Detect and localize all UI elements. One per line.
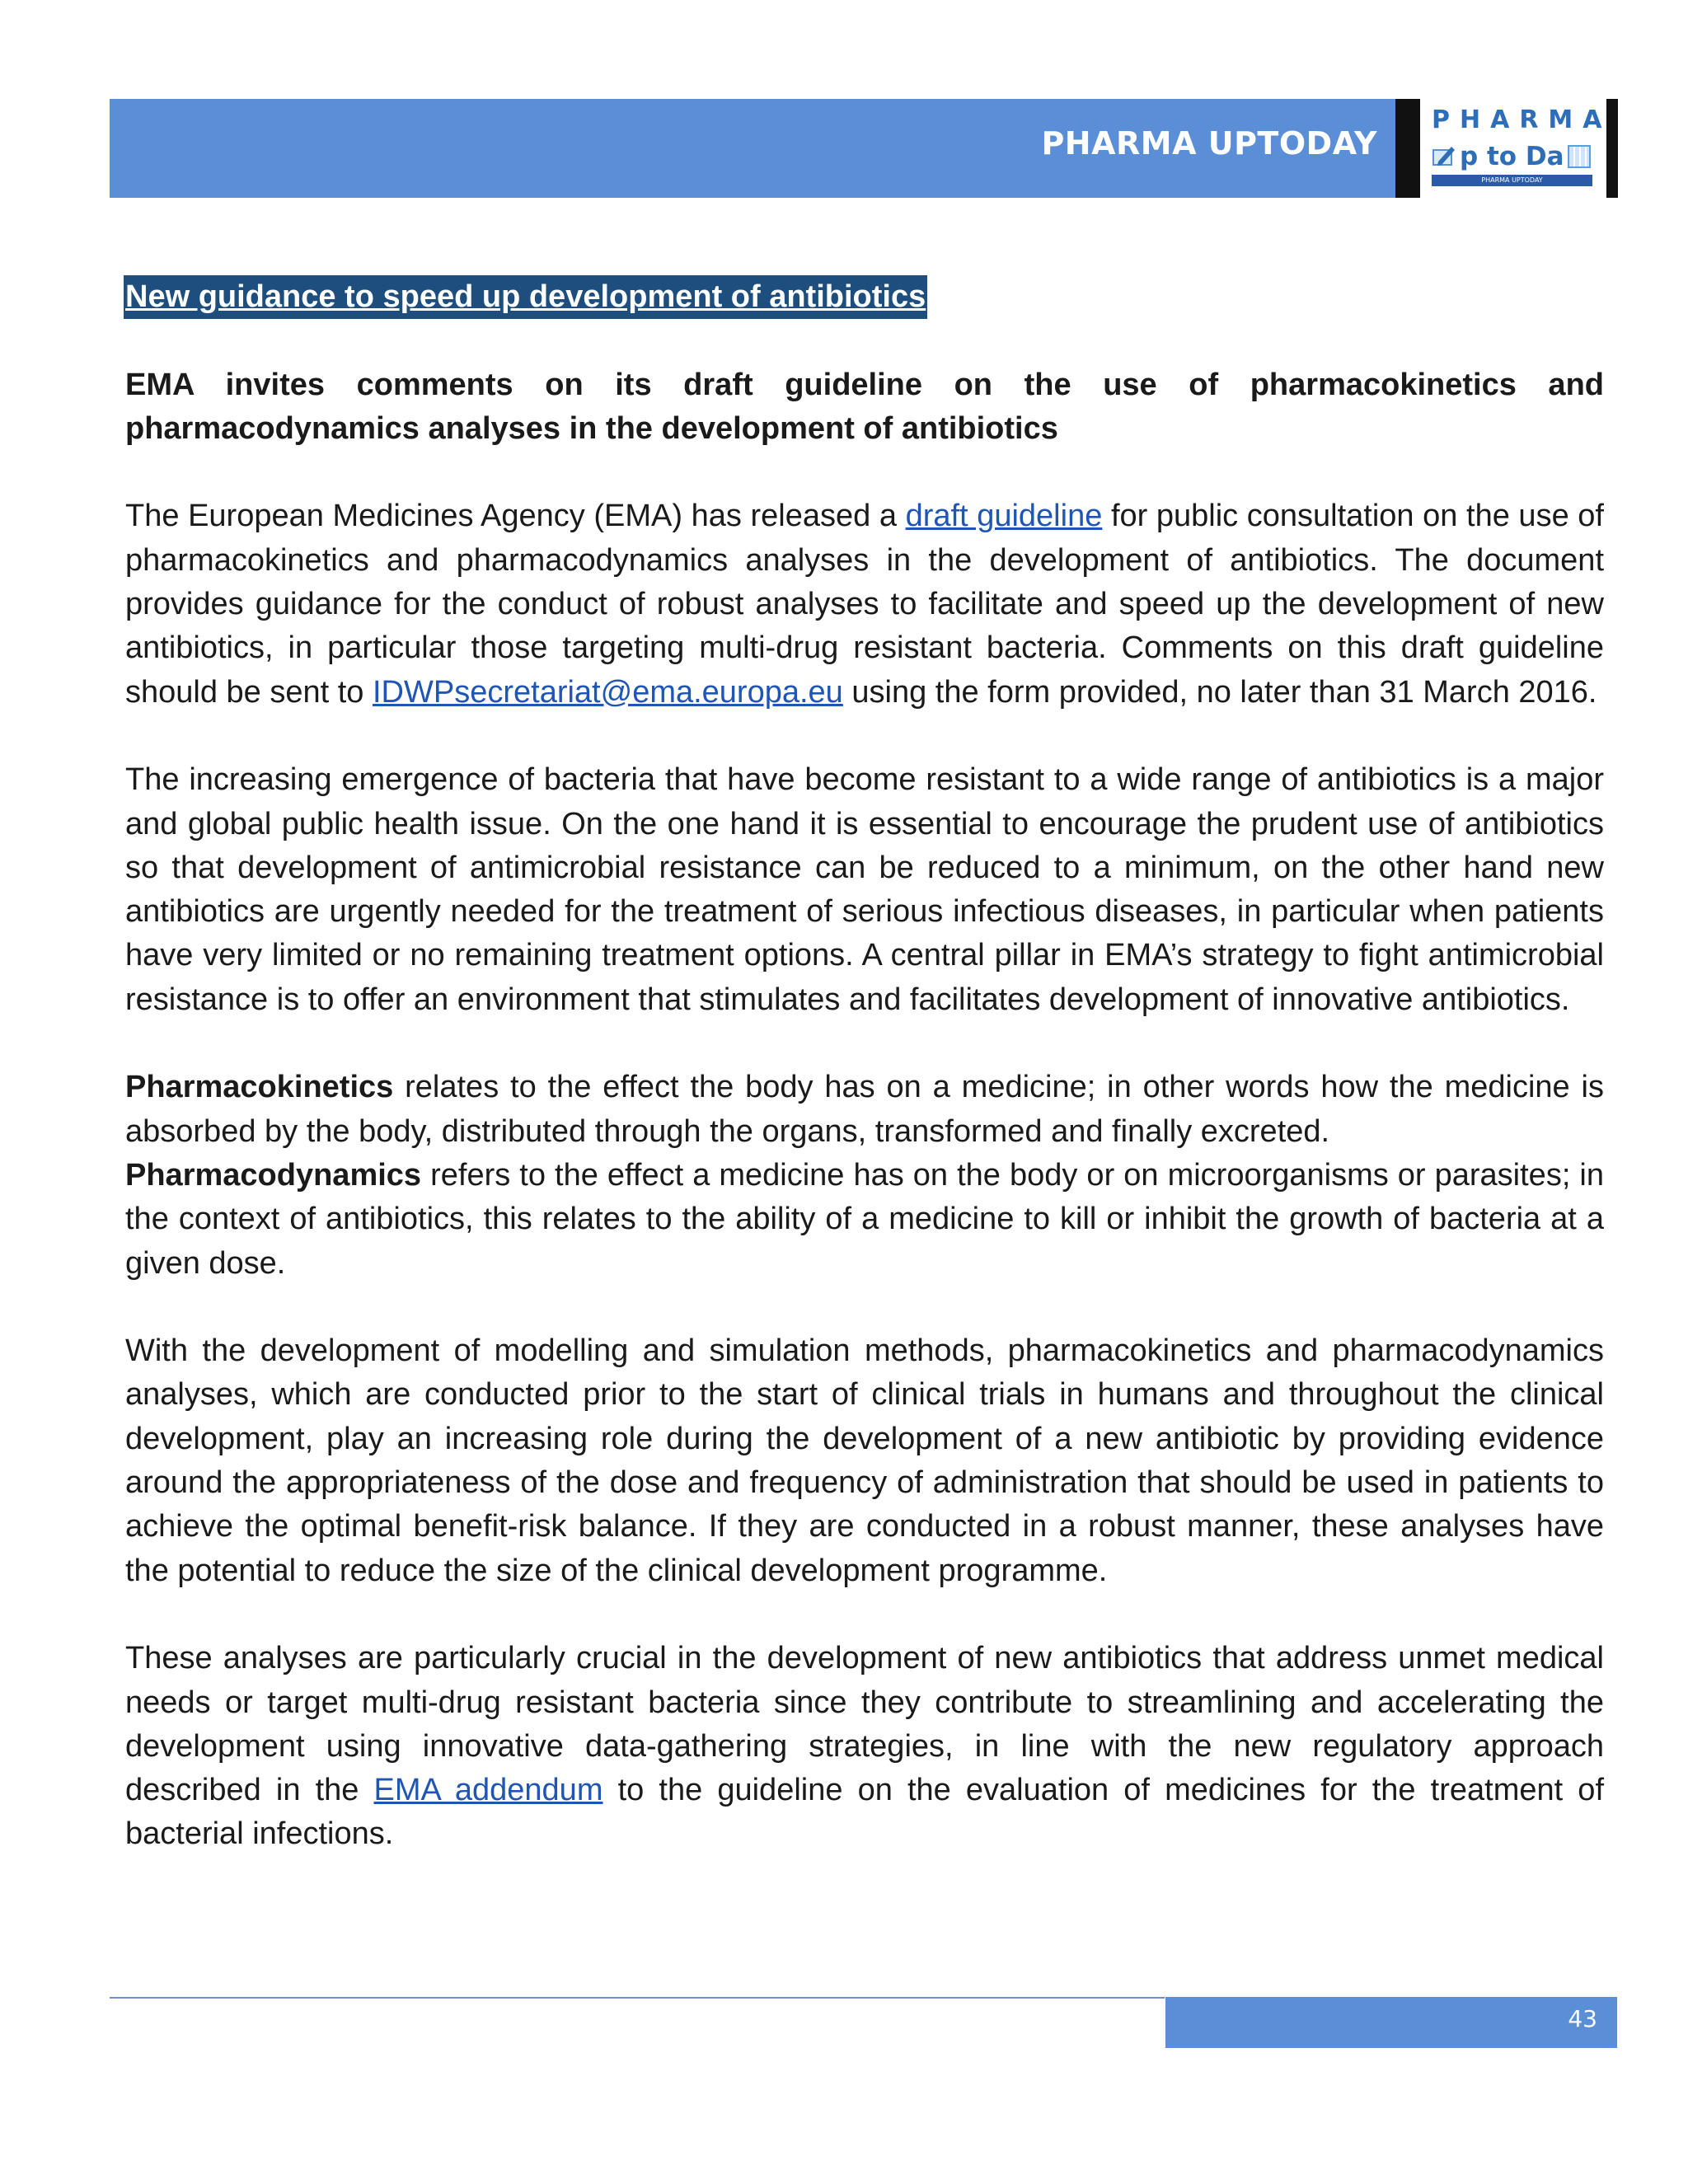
logo-text-bottom-label: p to Da	[1460, 142, 1564, 171]
logo-text-top: PHARMA	[1432, 105, 1612, 134]
paragraph-resistance: The increasing emergence of bacteria that have become resistant to a wide range of antibiotics is a major and global public health issue. On the one hand it is essential to encourage the prudent use of antibiotics so that development of antimicrobial resistance can be reduced to a minimum, on the other hand new antibiotics are urgently needed for the treatment of serious infectious diseases, in particular when patients have very limited or no remaining treatment options. A central pillar in EMA’s strategy to fight antimicrobial resistance is to offer an environment that stimulates and facilitates development of innovative antibiotics.	[125, 762, 1604, 1017]
article-headline[interactable]: New guidance to speed up development of antibiotics	[124, 275, 927, 319]
email-link[interactable]: IDWPsecretariat@ema.europa.eu	[373, 674, 843, 710]
calendar-icon	[1568, 145, 1591, 168]
page-number: 43	[1568, 2005, 1597, 2032]
paragraph-analyses-text-1: These analyses are particularly crucial in the development of new antibiotics that address unmet medical needs or target multi-drug resistant bacteria since they contribute to streamlining and accelerating the development using innovative data-gathering strategies, in line with the new regulatory approach described in the	[125, 1641, 1604, 1808]
article-body	[125, 275, 1604, 1857]
footer-divider	[110, 1997, 1165, 1999]
paragraph-intro-text-3: using the form provided, no later than 31 March 2016.	[842, 674, 1597, 710]
article-subheadline: EMA invites comments on its draft guideline on the use of pharmacokinetics and pharmacodynamics analyses in the development of antibiotics	[125, 367, 1604, 446]
paragraph-analyses	[125, 1637, 1604, 1856]
logo-tagline: PHARMA UPTODAY	[1432, 175, 1592, 186]
draft-guideline-link[interactable]: draft guideline	[905, 499, 1103, 534]
header-title: PHARMA UPTODAY	[1041, 125, 1377, 162]
paragraph-intro-text-2: for public consultation on the use of pharmacokinetics and pharmacodynamics analyses in the development of antibiotics. The document provides guidance for the conduct of robust analyses to facilitate and speed up the development of new antibiotics, in particular those targeting multi-drug resistant bacteria. Comments on this draft guideline should be sent to	[125, 499, 1604, 710]
pharma-uptoday-logo	[1395, 99, 1618, 198]
pharmacokinetics-term: Pharmacokinetics	[125, 1070, 394, 1105]
header-bar	[110, 99, 1395, 198]
ema-addendum-link[interactable]: EMA addendum	[373, 1773, 603, 1808]
paragraph-pharmacodynamics	[125, 1154, 1604, 1286]
headline-paragraph	[125, 275, 1604, 319]
page-number-box	[1165, 1997, 1617, 2048]
pen-icon	[1432, 143, 1456, 168]
pharmacodynamics-term: Pharmacodynamics	[125, 1157, 422, 1193]
paragraph-pharmacokinetics	[125, 1066, 1604, 1154]
paragraph-modelling: With the development of modelling and simulation methods, pharmacokinetics and pharmacodynamics analyses, which are conducted prior to the start of clinical trials in humans and throughout the clinical development, play an increasing role during the development of a new antibiotic by providing evidence around the appropriateness of the dose and frequency of administration that should be used in patients to achieve the optimal benefit-risk balance. If they are conducted in a robust manner, these analyses have the potential to reduce the size of the clinical development programme.	[125, 1333, 1604, 1588]
logo-stripe-left	[1395, 99, 1420, 198]
logo-text-bottom	[1432, 142, 1591, 171]
paragraph-analyses-text-2: to the guideline on the evaluation of medicines for the treatment of bacterial infections.	[125, 1773, 1604, 1852]
paragraph-intro-text-1: The European Medicines Agency (EMA) has released a	[125, 499, 906, 534]
paragraph-intro	[125, 494, 1604, 714]
pharmacokinetics-definition: relates to the effect the body has on a medicine; in other words how the medicine is absorbed by the body, distributed through the organs, transformed and finally excreted.	[125, 1070, 1604, 1149]
pharmacodynamics-definition: refers to the effect a medicine has on the body or on microorganisms or parasites; in the context of antibiotics, this relates to the ability of a medicine to kill or inhibit the growth of bacteria at a given dose.	[125, 1157, 1604, 1281]
